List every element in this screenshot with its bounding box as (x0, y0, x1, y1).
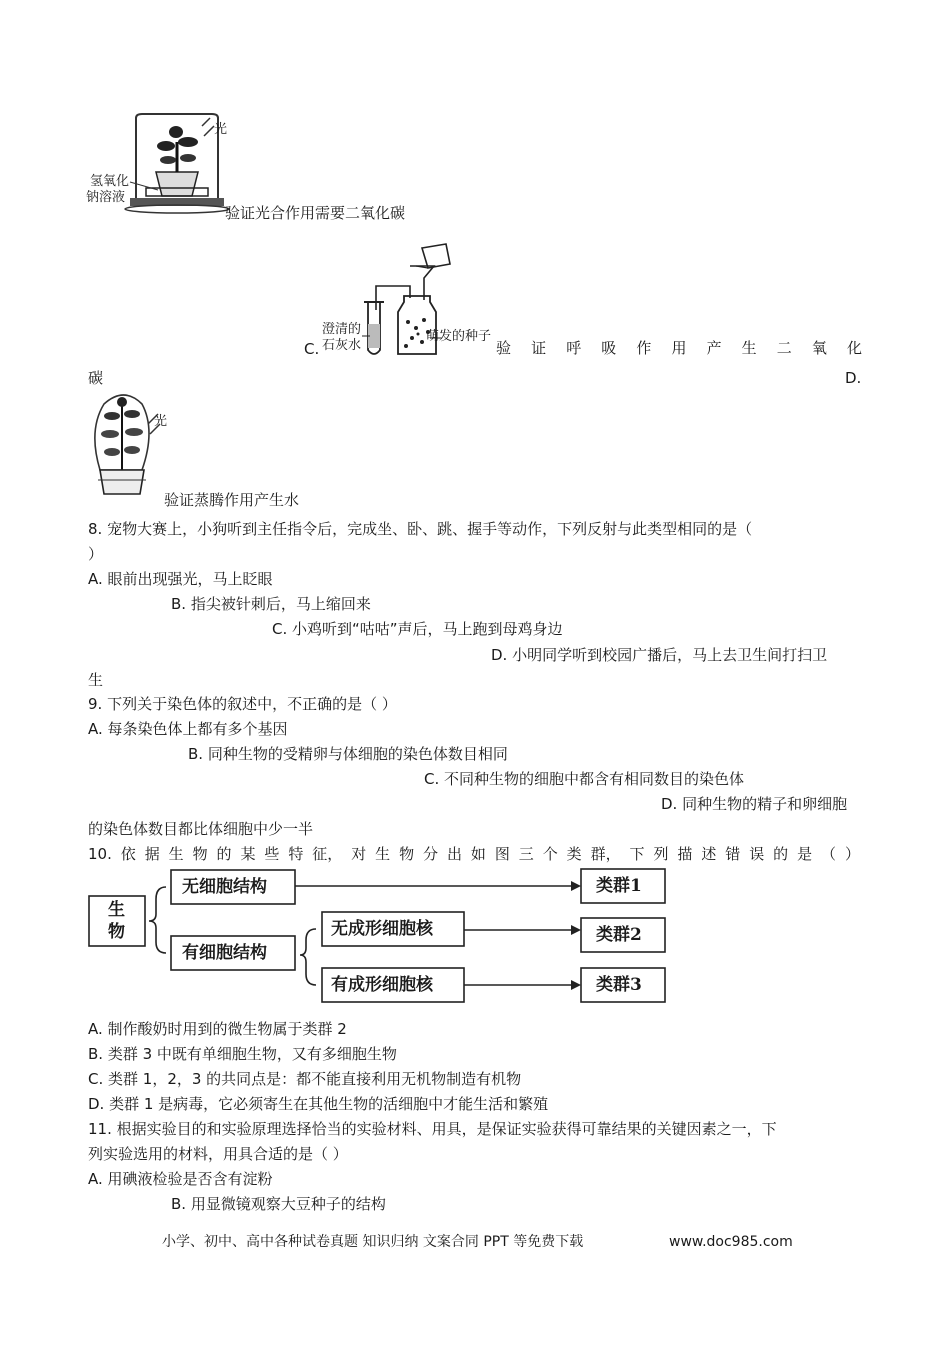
stem-word: 10. (88, 845, 112, 863)
stem-word: 三 (518, 845, 534, 863)
stem-word: 分 (423, 845, 439, 863)
caption-char: 生 (741, 339, 757, 357)
stem-word: 些 (264, 845, 280, 863)
stem-word: 物 (192, 845, 208, 863)
group1-label: 类群1 (596, 876, 642, 896)
stem-word: 图 (494, 845, 510, 863)
stem-word: 错 (725, 845, 741, 863)
classification-diagram (86, 864, 670, 1008)
seeds-label: 萌发的种子 (426, 329, 492, 344)
limewater-label-line2: 石灰水 (322, 338, 362, 353)
limewater-label-line1: 澄清的 (322, 322, 362, 337)
caption-char: 作 (636, 339, 652, 357)
stem-word: 特 (288, 845, 304, 863)
root-label-line1: 生 (108, 900, 125, 920)
stem-word: 描 (677, 845, 693, 863)
figure-c-caption-end: 碳 (88, 369, 104, 387)
stem-word: 列 (653, 845, 669, 863)
footer-url[interactable]: www.doc985.com (669, 1234, 793, 1250)
figure-respiration-apparatus (318, 242, 496, 360)
stem-word: 生 (168, 845, 184, 863)
has-cell-structure-label: 有细胞结构 (182, 943, 267, 963)
option-d-letter: D. (845, 369, 862, 387)
caption-char: 化 (846, 339, 862, 357)
q10-stem (88, 844, 860, 864)
light-label: 光 (214, 122, 228, 137)
footer-text: 小学、初中、高中各种试卷真题 知识归纳 文案合同 PPT 等免费下载 (162, 1234, 584, 1250)
q9-option-d-line1: D. 同种生物的精子和卵细胞 (661, 795, 848, 813)
q9-option-c: C. 不同种生物的细胞中都含有相同数目的染色体 (424, 770, 745, 788)
figure-bell-jar-naoh (86, 112, 236, 216)
q8-option-d-line2: 生 (88, 671, 104, 689)
caption-char: 证 (531, 339, 547, 357)
stem-word: （ (821, 845, 837, 863)
q11-stem-line2: 列实验选用的材料，用具合适的是（ ） (88, 1145, 348, 1163)
caption-char: 氧 (811, 339, 827, 357)
light-label: 光 (154, 414, 168, 429)
q8-option-a: A. 眼前出现强光，马上眨眼 (88, 570, 273, 588)
stem-word: ） (844, 845, 860, 863)
caption-char: 吸 (601, 339, 617, 357)
q8-stem-line2: ） (88, 545, 104, 563)
caption-char: 呼 (566, 339, 582, 357)
q10-option-d: D. 类群 1 是病毒，它必须寄生在其他生物的活细胞中才能生活和繁殖 (88, 1095, 549, 1113)
caption-char: 验 (496, 339, 512, 357)
q11-option-a: A. 用碘液检验是否含有淀粉 (88, 1170, 273, 1188)
stem-word: 如 (470, 845, 486, 863)
q10-option-a: A. 制作酸奶时用到的微生物属于类群 2 (88, 1020, 347, 1038)
stem-word: 误 (749, 845, 765, 863)
stem-word: 的 (216, 845, 232, 863)
q9-option-a: A. 每条染色体上都有多个基因 (88, 720, 288, 738)
stem-word: 物 (399, 845, 415, 863)
caption-char: 产 (706, 339, 722, 357)
stem-word: 是 (797, 845, 813, 863)
q10-option-c: C. 类群 1，2，3 的共同点是：都不能直接利用无机物制造有机物 (88, 1070, 522, 1088)
stem-word: 群， (590, 845, 621, 863)
caption-char: 二 (776, 339, 792, 357)
has-nucleus-label: 有成形细胞核 (331, 975, 433, 995)
group3-label: 类群3 (596, 975, 642, 995)
root-label-line2: 物 (108, 922, 125, 942)
stem-word: 出 (446, 845, 462, 863)
figure-d-caption: 验证蒸腾作用产生水 (164, 491, 300, 509)
naoh-label-line1: 氢氧化 (90, 174, 130, 189)
stem-word: 据 (144, 845, 160, 863)
figure-b-caption: 验证光合作用需要二氧化碳 (225, 204, 406, 222)
q8-option-b: B. 指尖被针刺后，马上缩回来 (171, 595, 371, 613)
stem-word: 个 (542, 845, 558, 863)
stem-word: 某 (240, 845, 256, 863)
q9-stem: 9. 下列关于染色体的叙述中，不正确的是（ ） (88, 695, 397, 713)
q10-option-b: B. 类群 3 中既有单细胞生物，又有多细胞生物 (88, 1045, 397, 1063)
naoh-label-line2: 钠溶液 (86, 190, 126, 205)
stem-word: 述 (701, 845, 717, 863)
group2-label: 类群2 (596, 925, 642, 945)
stem-word: 生 (375, 845, 391, 863)
figure-c-caption (496, 338, 862, 358)
q8-option-d-line1: D. 小明同学听到校园广播后，马上去卫生间打扫卫 (491, 646, 828, 664)
stem-word: 依 (120, 845, 136, 863)
stem-word: 下 (629, 845, 645, 863)
q11-option-b: B. 用显微镜观察大豆种子的结构 (171, 1195, 386, 1213)
stem-word: 征， (312, 845, 343, 863)
q11-stem-line1: 11. 根据实验目的和实验原理选择恰当的实验材料、用具，是保证实验获得可靠结果的关键因素之一，下 (88, 1120, 777, 1138)
caption-char: 用 (671, 339, 687, 357)
figure-plant-in-bag (86, 390, 176, 502)
stem-word: 对 (351, 845, 367, 863)
stem-word: 的 (773, 845, 789, 863)
option-c-letter: C. (304, 340, 320, 358)
q8-option-c: C. 小鸡听到“咕咕”声后，马上跑到母鸡身边 (272, 620, 563, 638)
stem-word: 类 (566, 845, 582, 863)
no-cell-structure-label: 无细胞结构 (182, 877, 267, 897)
q8-stem-line1: 8. 宠物大赛上，小狗听到主任指令后，完成坐、卧、跳、握手等动作，下列反射与此类型相同的是（ (88, 520, 753, 538)
no-nucleus-label: 无成形细胞核 (331, 919, 433, 939)
q9-option-d-line2: 的染色体数目都比体细胞中少一半 (88, 820, 314, 838)
q9-option-b: B. 同种生物的受精卵与体细胞的染色体数目相同 (188, 745, 508, 763)
